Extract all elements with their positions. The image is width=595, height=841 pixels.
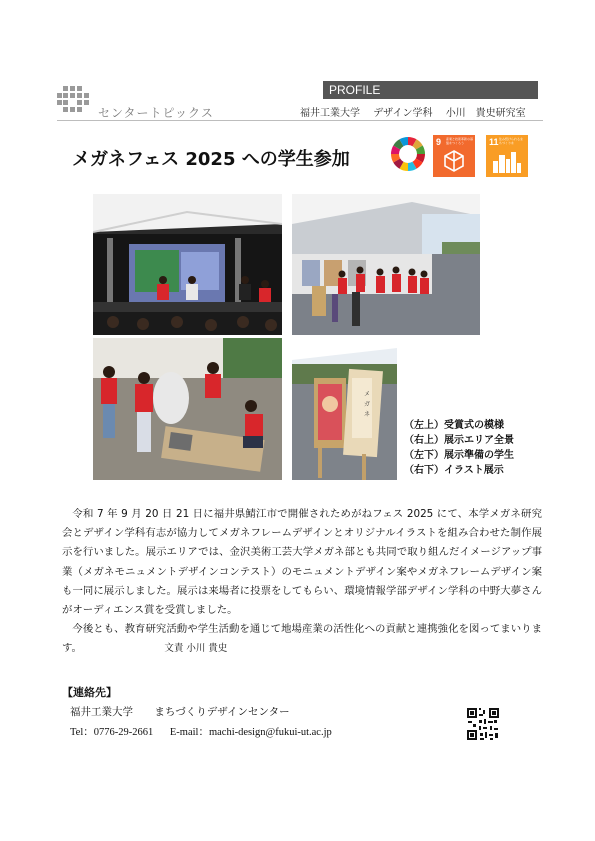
caption-top-right: （右上）展示エリア全景 [404,435,514,446]
affiliation [300,104,536,119]
contact-email[interactable]: E-mail：machi-design@fukui-ut.ac.jp [169,727,332,738]
svg-text:メ: メ [364,391,371,398]
sdg11-number: 11 [489,137,499,147]
contact-university: 福井工業大学 [70,706,133,718]
qr-code-icon[interactable] [466,707,500,741]
photo-exhibition-area [292,194,480,335]
sdg-goal-11-icon [486,135,528,177]
affiliation-lab: 小川 貴史研究室 [445,108,526,119]
photo-captions [404,418,514,478]
article-body [62,505,542,659]
contact-details [70,724,346,739]
paragraph-2-text: 今後とも、教育研究活動や学生活動を通じて地場産業の活性化への貢献と連携強化を図ってまいります。 [62,623,542,655]
svg-text:ガ: ガ [364,401,371,408]
photo-illustration-display [292,338,397,480]
contact-organization [70,704,308,719]
center-logo-icon [57,86,91,114]
contact-heading: 【連絡先】 [62,686,117,699]
contact-tel: Tel：0776-29-2661 [70,727,154,738]
sdg-goal-9-icon [433,135,475,177]
sdg9-number: 9 [436,137,442,147]
sdg-wheel-icon [390,136,426,172]
svg-text:ネ: ネ [364,411,371,418]
affiliation-university: 福井工業大学 [300,108,360,119]
caption-bottom-left: （左下）展示準備の学生 [404,450,514,461]
caption-top-left: （左上）受賞式の模様 [404,420,504,431]
page-title: メガネフェス 2025 への学生参加 [72,149,350,170]
caption-bottom-right: （右下）イラスト展示 [404,465,504,476]
paragraph-2 [62,620,542,658]
photo-award-ceremony [93,194,282,335]
contact-center: まちづくりデザインセンター [154,706,290,718]
sdg9-text: 産業と技術革新の基盤をつくろう [446,137,474,145]
paragraph-1: 令和 7 年 9 月 20 日 21 日に福井県鯖江市で開催されためがねフェス 2025 にて、本学メガネ研究会とデザイン学科有志が協力してメガネフレームデザインとオリジナルイラストを組み合わせた制作展示を行いました。展示エリアでは、金沢美術工芸大学メガネ部とも共同で取り組んだイメージアップ事業（メガネモニュメントデザインコンテスト）のモニュメントデザイン案やメガネフレームデザイン案も一同に展示しました。展示は来場者に投票をしてもらい、環境情報学部デザイン学科の中野大夢さんがオーディエンス賞を受賞しました。 [62,508,542,617]
affiliation-department: デザイン学科 [373,108,433,119]
profile-bar: PROFILE [323,81,538,99]
header-divider [57,120,543,121]
brand-label: センタートピックス [98,106,214,120]
author-credit: 文責 小川 貴史 [164,643,228,655]
sdg11-text: 住み続けられるまちづくりを [499,137,524,145]
photo-students-preparing [93,338,282,480]
